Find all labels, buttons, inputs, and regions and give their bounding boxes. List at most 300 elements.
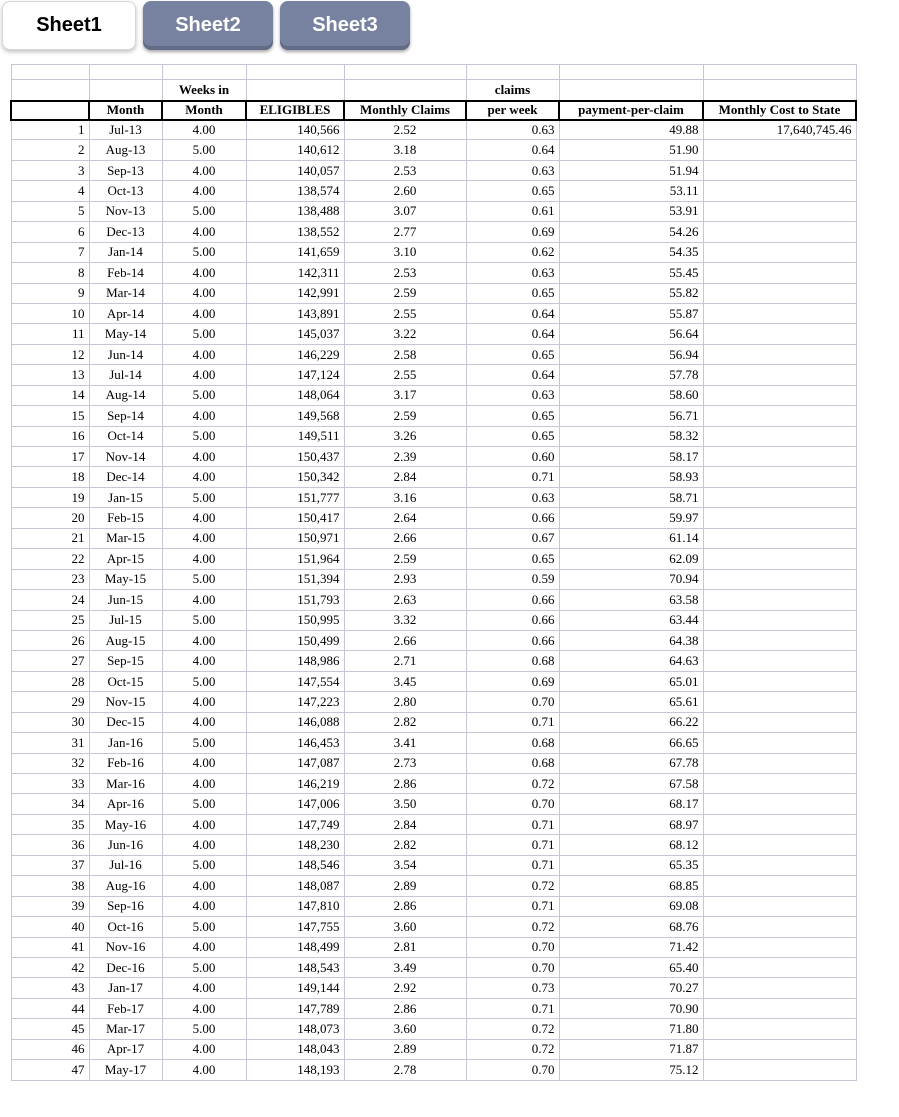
cell: 2.86 <box>344 774 466 794</box>
cell: 68.17 <box>559 794 703 814</box>
tab-sheet1[interactable]: Sheet1 <box>2 1 136 50</box>
cell: 39 <box>11 896 89 916</box>
cell: 138,574 <box>246 181 344 201</box>
table-row <box>11 937 856 957</box>
cell: 0.63 <box>466 160 559 180</box>
cell: 2.52 <box>344 120 466 140</box>
cell: 142,991 <box>246 283 344 303</box>
cell: 0.70 <box>466 692 559 712</box>
table-row <box>11 835 856 855</box>
cell: 66.22 <box>559 712 703 732</box>
cell <box>703 406 856 426</box>
cell <box>703 876 856 896</box>
cell: 55.45 <box>559 263 703 283</box>
cell <box>703 1039 856 1059</box>
cell <box>703 303 856 323</box>
cell: 3.26 <box>344 426 466 446</box>
cell: 4.00 <box>162 651 246 671</box>
cell: 3.49 <box>344 957 466 977</box>
cell: 3.16 <box>344 487 466 507</box>
cell: 0.65 <box>466 181 559 201</box>
cell: 140,566 <box>246 120 344 140</box>
cell: 35 <box>11 814 89 834</box>
cell: 4.00 <box>162 630 246 650</box>
cell <box>703 467 856 487</box>
partial-header-row <box>11 80 856 101</box>
cell: 3.41 <box>344 733 466 753</box>
table-row <box>11 957 856 977</box>
cell: Apr-16 <box>89 794 162 814</box>
table-row <box>11 487 856 507</box>
cell: 17 <box>11 447 89 467</box>
cell: Oct-15 <box>89 671 162 691</box>
cell: 64.63 <box>559 651 703 671</box>
tab-sheet3[interactable]: Sheet3 <box>280 1 410 50</box>
cell: 42 <box>11 957 89 977</box>
cell: 56.94 <box>559 344 703 364</box>
table-row <box>11 283 856 303</box>
cell: Nov-16 <box>89 937 162 957</box>
cell: 147,755 <box>246 917 344 937</box>
cell <box>703 917 856 937</box>
cell: 149,144 <box>246 978 344 998</box>
cell: 2.81 <box>344 937 466 957</box>
cell: 59.97 <box>559 508 703 528</box>
cell: 0.70 <box>466 1060 559 1080</box>
cell: 37 <box>11 855 89 875</box>
cell: 148,986 <box>246 651 344 671</box>
table-row <box>11 426 856 446</box>
cell: 0.61 <box>466 201 559 221</box>
cell: 140,057 <box>246 160 344 180</box>
cell: 0.62 <box>466 242 559 262</box>
cell: 2.71 <box>344 651 466 671</box>
cell: 4.00 <box>162 814 246 834</box>
table-row <box>11 181 856 201</box>
cell: 5.00 <box>162 917 246 937</box>
table-row <box>11 201 856 221</box>
cell: Oct-14 <box>89 426 162 446</box>
cell: 0.70 <box>466 794 559 814</box>
cell <box>703 283 856 303</box>
cell: Sep-15 <box>89 651 162 671</box>
table-row <box>11 590 856 610</box>
cell: 70.94 <box>559 569 703 589</box>
cell: 0.66 <box>466 630 559 650</box>
cell: 148,543 <box>246 957 344 977</box>
table-row <box>11 1060 856 1080</box>
cell: 55.87 <box>559 303 703 323</box>
table-row <box>11 855 856 875</box>
cell: 4.00 <box>162 120 246 140</box>
cell: 3.32 <box>344 610 466 630</box>
cell: 62.09 <box>559 549 703 569</box>
cell: 51.94 <box>559 160 703 180</box>
cell: 58.60 <box>559 385 703 405</box>
cell <box>703 426 856 446</box>
cell: 4.00 <box>162 160 246 180</box>
cell: 19 <box>11 487 89 507</box>
cell: 55.82 <box>559 283 703 303</box>
cell: Mar-16 <box>89 774 162 794</box>
cell: Jun-16 <box>89 835 162 855</box>
cell: 150,499 <box>246 630 344 650</box>
cell: 0.65 <box>466 283 559 303</box>
table-row <box>11 1019 856 1039</box>
cell: 150,417 <box>246 508 344 528</box>
cell: Sep-14 <box>89 406 162 426</box>
cell: May-16 <box>89 814 162 834</box>
cell: 0.68 <box>466 753 559 773</box>
cell: 12 <box>11 344 89 364</box>
cell: 29 <box>11 692 89 712</box>
cell: 150,995 <box>246 610 344 630</box>
cell <box>703 263 856 283</box>
cell: 0.66 <box>466 508 559 528</box>
cell: 0.59 <box>466 569 559 589</box>
empty-cell <box>344 65 466 80</box>
cell: 65.61 <box>559 692 703 712</box>
cell: 1 <box>11 120 89 140</box>
table-row <box>11 814 856 834</box>
cell: 0.64 <box>466 324 559 344</box>
cell: 146,219 <box>246 774 344 794</box>
cell: 150,437 <box>246 447 344 467</box>
cell: 151,964 <box>246 549 344 569</box>
cell: 0.71 <box>466 467 559 487</box>
cell: 2.92 <box>344 978 466 998</box>
cell <box>703 937 856 957</box>
table-row <box>11 998 856 1018</box>
cell: Jul-16 <box>89 855 162 875</box>
cell: 2.84 <box>344 467 466 487</box>
cell: Mar-17 <box>89 1019 162 1039</box>
cell: 70.27 <box>559 978 703 998</box>
cell: 0.65 <box>466 344 559 364</box>
empty-cell <box>11 80 89 101</box>
cell: 147,749 <box>246 814 344 834</box>
table-row <box>11 344 856 364</box>
cell: Dec-13 <box>89 222 162 242</box>
cell: 2.59 <box>344 406 466 426</box>
cell: 147,223 <box>246 692 344 712</box>
empty-cell <box>559 80 703 101</box>
cell: 5 <box>11 201 89 221</box>
cell: 0.63 <box>466 385 559 405</box>
cell: 4.00 <box>162 937 246 957</box>
cell: 0.71 <box>466 712 559 732</box>
cell: Jan-17 <box>89 978 162 998</box>
cell: 138,552 <box>246 222 344 242</box>
table-row <box>11 222 856 242</box>
tab-sheet2[interactable]: Sheet2 <box>143 1 273 50</box>
table-row <box>11 140 856 160</box>
cell: 0.63 <box>466 487 559 507</box>
cell: 0.71 <box>466 835 559 855</box>
cell: 2.84 <box>344 814 466 834</box>
cell: 54.26 <box>559 222 703 242</box>
cell: 4.00 <box>162 590 246 610</box>
cell: 10 <box>11 303 89 323</box>
cell: Sep-13 <box>89 160 162 180</box>
column-header-upper: claims <box>466 80 559 101</box>
cell <box>703 140 856 160</box>
table-row <box>11 1039 856 1059</box>
cell <box>703 1060 856 1080</box>
cell: Oct-13 <box>89 181 162 201</box>
cell: 15 <box>11 406 89 426</box>
table-row <box>11 385 856 405</box>
cell: 0.71 <box>466 814 559 834</box>
cell: 146,453 <box>246 733 344 753</box>
cell: 148,230 <box>246 835 344 855</box>
cell: 147,087 <box>246 753 344 773</box>
cell: 2.58 <box>344 344 466 364</box>
cell: 2.86 <box>344 998 466 1018</box>
cell: 2.39 <box>344 447 466 467</box>
empty-cell <box>11 65 89 80</box>
cell: Feb-14 <box>89 263 162 283</box>
cell: 14 <box>11 385 89 405</box>
cell: 24 <box>11 590 89 610</box>
cell: 140,612 <box>246 140 344 160</box>
column-header: Month <box>89 101 162 120</box>
cell: 53.91 <box>559 201 703 221</box>
cell: Mar-14 <box>89 283 162 303</box>
cell: 2.63 <box>344 590 466 610</box>
cell: 41 <box>11 937 89 957</box>
cell: 0.72 <box>466 774 559 794</box>
column-header: payment-per-claim <box>559 101 703 120</box>
cell: 4.00 <box>162 365 246 385</box>
cell <box>703 508 856 528</box>
cell: 20 <box>11 508 89 528</box>
cell: 56.64 <box>559 324 703 344</box>
cell: 0.64 <box>466 303 559 323</box>
cell: 2.77 <box>344 222 466 242</box>
cell: 4 <box>11 181 89 201</box>
cell: 0.71 <box>466 998 559 1018</box>
cell: 151,793 <box>246 590 344 610</box>
sheet-tabs <box>0 0 899 50</box>
table-row <box>11 978 856 998</box>
spacer-row <box>11 65 856 80</box>
column-header-upper: Weeks in <box>162 80 246 101</box>
cell <box>703 528 856 548</box>
cell <box>703 222 856 242</box>
cell <box>703 835 856 855</box>
cell: 3.18 <box>344 140 466 160</box>
cell: 4.00 <box>162 467 246 487</box>
cell: 3.07 <box>344 201 466 221</box>
empty-cell <box>703 80 856 101</box>
cell <box>703 344 856 364</box>
cell: 40 <box>11 917 89 937</box>
cell: 0.68 <box>466 651 559 671</box>
cell: 3.54 <box>344 855 466 875</box>
table-row <box>11 263 856 283</box>
cell: 0.72 <box>466 876 559 896</box>
cell: Sep-16 <box>89 896 162 916</box>
cell <box>703 160 856 180</box>
data-table <box>10 64 857 1081</box>
cell: Apr-17 <box>89 1039 162 1059</box>
cell <box>703 181 856 201</box>
table-row <box>11 528 856 548</box>
cell: 5.00 <box>162 794 246 814</box>
table-row <box>11 630 856 650</box>
cell: 28 <box>11 671 89 691</box>
cell: 0.66 <box>466 610 559 630</box>
cell: 3.50 <box>344 794 466 814</box>
cell: 58.71 <box>559 487 703 507</box>
empty-cell <box>162 65 246 80</box>
cell: 2.55 <box>344 365 466 385</box>
empty-cell <box>89 80 162 101</box>
cell <box>703 794 856 814</box>
table-row <box>11 324 856 344</box>
table-row <box>11 242 856 262</box>
cell <box>703 590 856 610</box>
cell: Aug-14 <box>89 385 162 405</box>
cell: 150,342 <box>246 467 344 487</box>
table-row <box>11 549 856 569</box>
cell: 8 <box>11 263 89 283</box>
cell: Feb-17 <box>89 998 162 1018</box>
cell: 0.71 <box>466 896 559 916</box>
cell: 148,043 <box>246 1039 344 1059</box>
cell: 151,777 <box>246 487 344 507</box>
cell: 11 <box>11 324 89 344</box>
cell: 4.00 <box>162 181 246 201</box>
empty-cell <box>246 80 344 101</box>
table-row <box>11 917 856 937</box>
cell: 5.00 <box>162 569 246 589</box>
cell: 5.00 <box>162 610 246 630</box>
cell: 64.38 <box>559 630 703 650</box>
column-header: per week <box>466 101 559 120</box>
cell: 17,640,745.46 <box>703 120 856 140</box>
cell: 0.65 <box>466 426 559 446</box>
cell: 75.12 <box>559 1060 703 1080</box>
cell: 4.00 <box>162 549 246 569</box>
cell: 2.78 <box>344 1060 466 1080</box>
cell: Jan-15 <box>89 487 162 507</box>
table-row <box>11 753 856 773</box>
cell: Nov-13 <box>89 201 162 221</box>
cell: 4.00 <box>162 978 246 998</box>
cell <box>703 201 856 221</box>
cell: Jan-14 <box>89 242 162 262</box>
cell: 21 <box>11 528 89 548</box>
cell: 148,193 <box>246 1060 344 1080</box>
cell: 148,087 <box>246 876 344 896</box>
table-row <box>11 120 856 140</box>
cell: 150,971 <box>246 528 344 548</box>
cell: 49.88 <box>559 120 703 140</box>
cell <box>703 630 856 650</box>
cell: Jun-15 <box>89 590 162 610</box>
cell: 2.66 <box>344 630 466 650</box>
cell <box>703 385 856 405</box>
cell: 0.66 <box>466 590 559 610</box>
cell <box>703 814 856 834</box>
cell: 5.00 <box>162 201 246 221</box>
cell: 68.97 <box>559 814 703 834</box>
cell: 3.22 <box>344 324 466 344</box>
cell: 5.00 <box>162 324 246 344</box>
table-row <box>11 671 856 691</box>
cell: 143,891 <box>246 303 344 323</box>
cell: 0.72 <box>466 917 559 937</box>
empty-cell <box>246 65 344 80</box>
cell: 44 <box>11 998 89 1018</box>
cell: 71.80 <box>559 1019 703 1039</box>
cell: 5.00 <box>162 671 246 691</box>
cell: Dec-14 <box>89 467 162 487</box>
cell: 147,124 <box>246 365 344 385</box>
cell: 2.53 <box>344 160 466 180</box>
cell: 67.58 <box>559 774 703 794</box>
cell: 43 <box>11 978 89 998</box>
empty-cell <box>466 65 559 80</box>
cell: 27 <box>11 651 89 671</box>
cell: 142,311 <box>246 263 344 283</box>
cell: 7 <box>11 242 89 262</box>
cell: 57.78 <box>559 365 703 385</box>
cell: May-17 <box>89 1060 162 1080</box>
cell: 26 <box>11 630 89 650</box>
cell: 2.86 <box>344 896 466 916</box>
cell: 5.00 <box>162 385 246 405</box>
cell: 36 <box>11 835 89 855</box>
cell: 65.01 <box>559 671 703 691</box>
cell: 2.80 <box>344 692 466 712</box>
cell: 53.11 <box>559 181 703 201</box>
cell: 5.00 <box>162 1019 246 1039</box>
cell: 138,488 <box>246 201 344 221</box>
cell: 0.64 <box>466 140 559 160</box>
cell: 5.00 <box>162 242 246 262</box>
cell: 3.10 <box>344 242 466 262</box>
cell: 148,546 <box>246 855 344 875</box>
cell: 63.44 <box>559 610 703 630</box>
cell: 3.60 <box>344 917 466 937</box>
cell: 3 <box>11 160 89 180</box>
cell: 2.82 <box>344 835 466 855</box>
cell: 67.78 <box>559 753 703 773</box>
cell: 30 <box>11 712 89 732</box>
cell: 3.17 <box>344 385 466 405</box>
cell: Feb-16 <box>89 753 162 773</box>
cell <box>703 487 856 507</box>
cell: May-15 <box>89 569 162 589</box>
cell: 5.00 <box>162 957 246 977</box>
table-row <box>11 365 856 385</box>
cell: 4.00 <box>162 753 246 773</box>
cell: 4.00 <box>162 263 246 283</box>
header-row <box>11 101 856 120</box>
cell: 0.70 <box>466 957 559 977</box>
cell: 2.66 <box>344 528 466 548</box>
cell: 4.00 <box>162 406 246 426</box>
cell: 70.90 <box>559 998 703 1018</box>
cell: Dec-16 <box>89 957 162 977</box>
cell: 32 <box>11 753 89 773</box>
cell <box>703 651 856 671</box>
cell: 0.65 <box>466 406 559 426</box>
cell: 4.00 <box>162 528 246 548</box>
